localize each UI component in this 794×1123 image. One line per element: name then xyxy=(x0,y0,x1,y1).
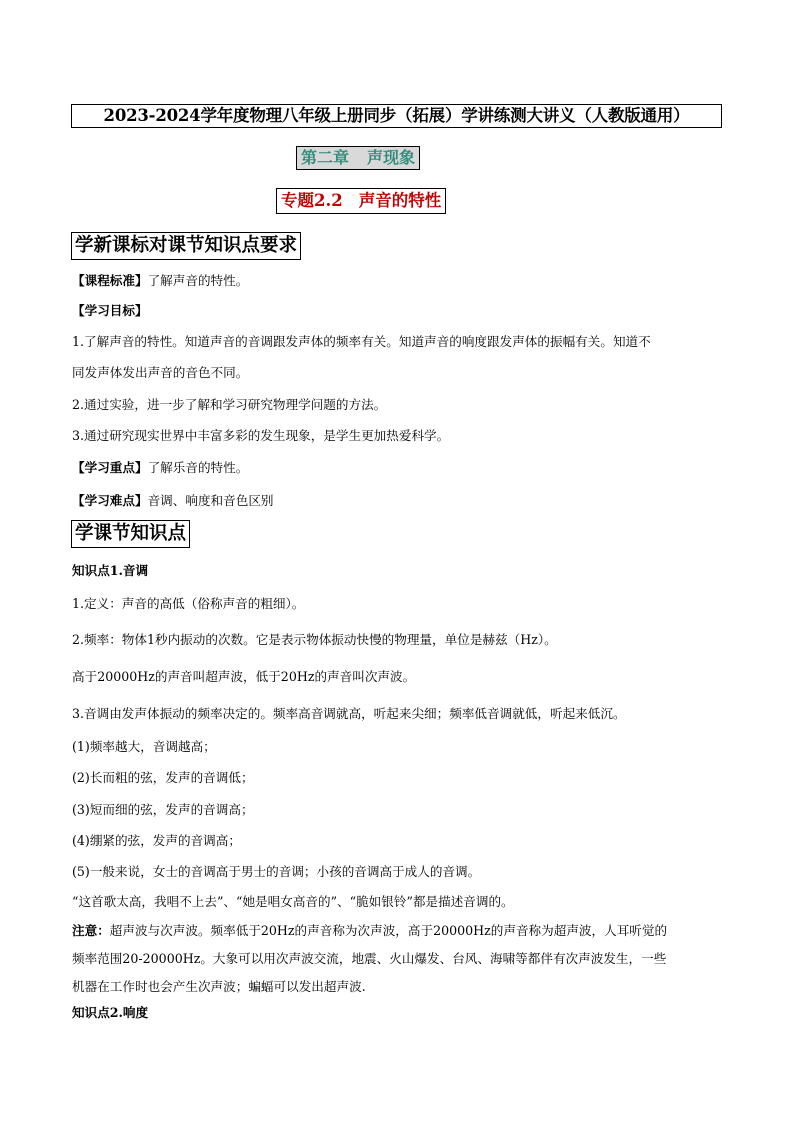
pitch-item-3: (3)短而细的弦，发声的音调高； xyxy=(72,802,254,817)
pitch-definition: 1.定义：声音的高低（俗称声音的粗细）。 xyxy=(72,596,305,611)
pitch-examples: “这首歌太高，我唱不上去”、“她是唱女高音的”、“脆如银铃”都是描述音调的。 xyxy=(72,894,514,909)
learning-difficulty xyxy=(72,493,726,509)
goal-1-line-1: 1.了解声音的特性。知道声音的音调跟发声体的频率有关。知道声音的响度跟发声体的振幅有关。知道不 xyxy=(72,334,651,349)
goal-2: 2.通过实验，进一步了解和学习研究物理学问题的方法。 xyxy=(72,397,387,412)
chapter-number: 第二章 xyxy=(301,148,350,167)
topic-title xyxy=(276,188,446,214)
topic-number: 专题2.2 xyxy=(281,191,343,210)
learning-key-text: 了解乐音的特性。 xyxy=(147,460,249,475)
topic-name: 声音的特性 xyxy=(358,191,442,210)
note-line-3: 机器在工作时也会产生次声波；蝙蝠可以发出超声波. xyxy=(72,979,366,994)
learning-key-point xyxy=(72,460,726,476)
goal-1-line-2: 同发声体发出声音的音色不同。 xyxy=(72,365,249,380)
course-standard-text: 了解声音的特性。 xyxy=(147,273,249,288)
pitch-item-1: (1)频率越大，音调越高； xyxy=(72,739,216,754)
learning-key-label: 【学习重点】 xyxy=(72,460,148,475)
pitch-determination: 3.音调由发声体振动的频率决定的。频率高音调就高，听起来尖细；频率低音调就低，听起来低沉。 xyxy=(72,706,626,721)
chapter-name: 声现象 xyxy=(367,148,416,167)
course-standard xyxy=(72,273,726,289)
pitch-item-2: (2)长而粗的弦，发声的音调低； xyxy=(72,770,254,785)
knowledge-point-1-title: 知识点1.音调 xyxy=(72,563,149,578)
pitch-item-5: (5)一般来说，女士的音调高于男士的音调；小孩的音调高于成人的音调。 xyxy=(72,864,481,879)
note-label: 注意： xyxy=(72,923,110,938)
note-text-1: 超声波与次声波。频率低于20Hz的声音称为次声波，高于20000Hz的声音称为超声波，人耳听觉的 xyxy=(109,923,668,938)
section-heading-knowledge-points: 学课节知识点 xyxy=(71,520,190,548)
learning-difficulty-text: 音调、响度和音色区别 xyxy=(147,493,274,508)
note-line-2: 频率范围20-20000Hz。大象可以用次声波交流，地震、火山爆发、台风、海啸等都伴有次声波发生，一些 xyxy=(72,951,667,966)
pitch-item-4: (4)绷紧的弦，发声的音调高； xyxy=(72,833,241,848)
note-line-1 xyxy=(72,923,726,939)
chapter-title xyxy=(296,146,420,170)
frequency-definition: 2.频率：物体1秒内振动的次数。它是表示物体振动快慢的物理量，单位是赫兹（Hz）。 xyxy=(72,632,557,647)
knowledge-point-2-title: 知识点2.响度 xyxy=(72,1005,149,1020)
course-standard-label: 【课程标准】 xyxy=(72,273,148,288)
learning-difficulty-label: 【学习难点】 xyxy=(72,493,148,508)
goal-3: 3.通过研究现实世界中丰富多彩的发生现象，是学生更加热爱科学。 xyxy=(72,428,450,443)
learning-goals-label: 【学习目标】 xyxy=(72,303,148,318)
document-title: 2023-2024学年度物理八年级上册同步（拓展）学讲练测大讲义（人教版通用） xyxy=(71,104,722,128)
ultrasound-infrasound: 高于20000Hz的声音叫超声波，低于20Hz的声音叫次声波。 xyxy=(72,669,416,684)
section-heading-requirements: 学新课标对课节知识点要求 xyxy=(71,232,301,260)
